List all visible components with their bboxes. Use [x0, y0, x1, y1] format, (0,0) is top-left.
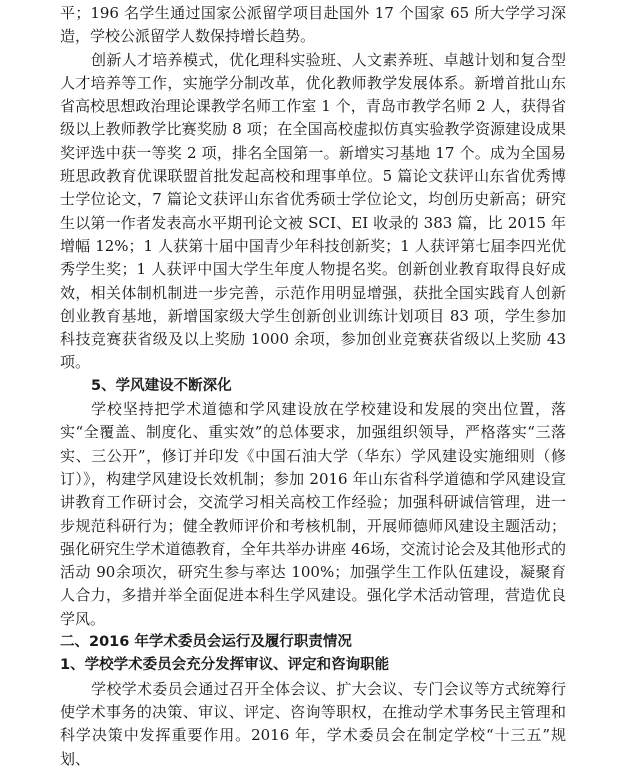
paragraph-study-style: 学校坚持把学术道德和学风建设放在学校建设和发展的突出位置，落实“全覆盖、制度化、重实效”的总体要求，加强组织领导，严格落实“三落实、三公开”，修订并印发《中国石油大学（华东）学风建设实施细则（修订）》，构建学风建设长效机制；参加 2016 年山东省科学道德和学风建设宣讲教育工作研讨会，交流学习相关高校工作经验；加强科研诚信管理，进一步规范科研行为；健全教师评价和考核机制，开展师德师风建设主题活动；强化研究生学术道德教育，全年共举办讲座 46场，交流讨论会及其他形式的活动 90余项次，研究生参与率达 100%；加强学生工作队伍建设，凝聚育人合力，多措并举全面促进本科生学风建设。强化学术活动管理，营造优良学风。: [60, 400, 566, 628]
heading-study-style: 5、学风建设不断深化: [91, 377, 232, 394]
paragraph-continuation: 平；196 名学生通过国家公派留学项目赴国外 17 个国家 65 所大学学习深造，学校公派留学人数保持增长趋势。: [60, 4, 566, 46]
paragraph-committee-functions: 学校学术委员会通过召开全体会议、扩大会议、专门会议等方式统筹行使学术事务的决策、审议、评定、咨询等职权，在推动学术事务民主管理和科学决策中发挥重要作用。2016 年，学术委员会在制定学校“十三五”规划、: [60, 679, 566, 768]
paragraph-talent-cultivation: 创新人才培养模式，优化理科实验班、人文素养班、卓越计划和复合型人才培养等工作，实施学分制改革，优化教师教学发展体系。新增首批山东省高校思想政治理论课教学名师工作室 1 个，青岛市教学名师 2 人，获得省级以上教师教学比赛奖励 8 项；在全国高校虚拟仿真实验教学资源建设成果奖评选中获一等奖 2 项，排名全国第一。新增实习基地 17 个。成为全国易班思政教育优课联盟首批发起高校和理事单位。5 篇论文获评山东省优秀博士学位论文，7 篇论文获评山东省优秀硕士学位论文，均创历史新高；研究生以第一作者发表高水平期刊论文被 SCI、EI 收录的 383 篇，比 2015 年增幅 12%；1 人获第十届中国青少年科技创新奖；1 人获评第七届李四光优秀学生奖；1 人获评中国大学生年度人物提名奖。创新创业教育取得良好成效，相关体制机制进一步完善，示范作用明显增强，获批全国实践育人创新创业教育基地，新增国家级大学生创新创业训练计划项目 83 项，学生参加科技竞赛获省级及以上奖励 1000 余项，参加创业竞赛获省级以上奖励 43 项。: [60, 50, 566, 372]
subsection-heading-committee-functions: 1、学校学术委员会充分发挥审议、评定和咨询职能: [60, 657, 390, 674]
section-heading-academic-committee: 二、2016 年学术委员会运行及履行职责情况: [60, 634, 352, 651]
